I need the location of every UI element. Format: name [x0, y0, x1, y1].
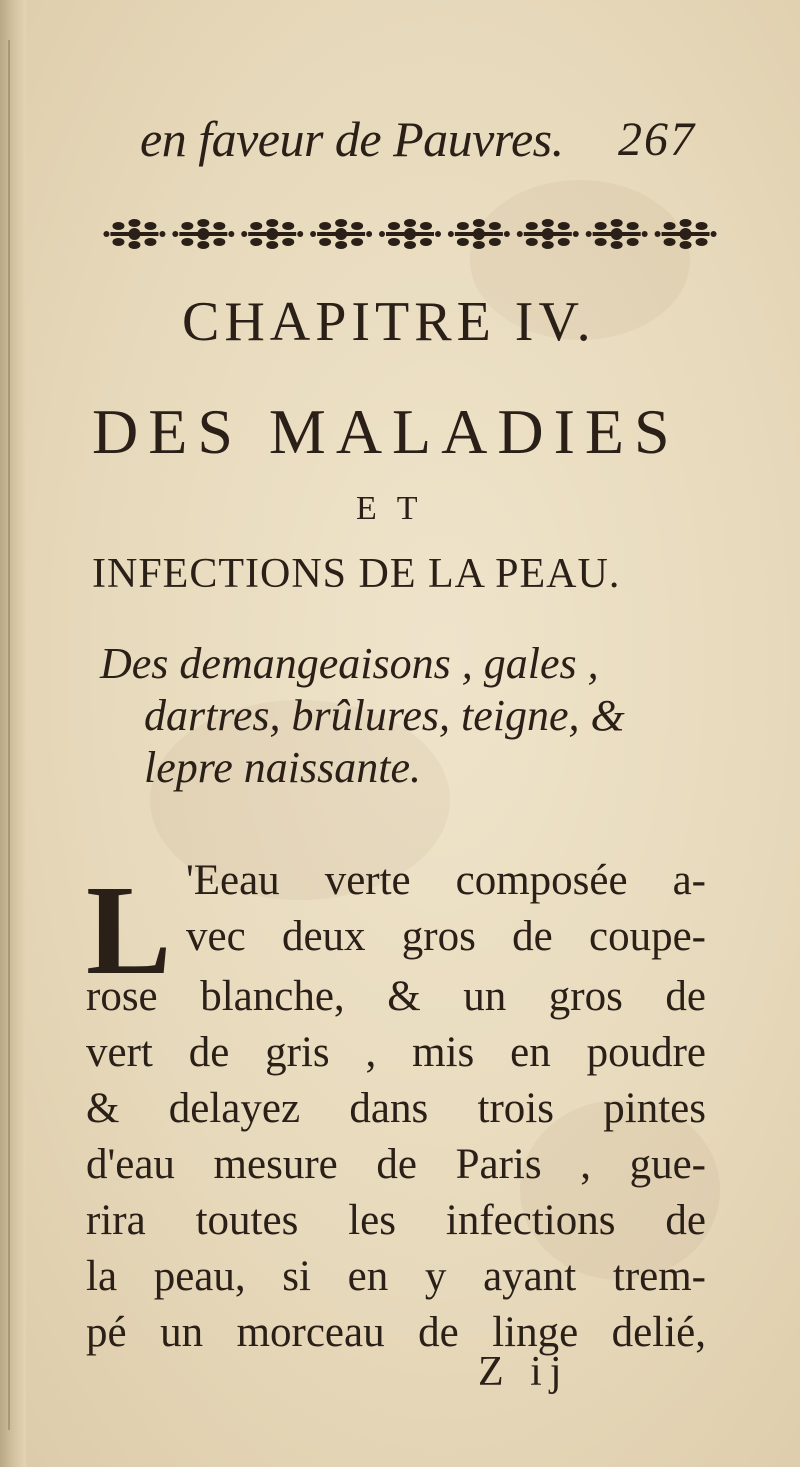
body-line: pé un morceau de linge delié, [86, 1309, 706, 1356]
floral-ornament-icon [172, 219, 234, 249]
floral-ornament-icon [241, 219, 303, 249]
body-line: rira toutes les infections de [86, 1197, 706, 1244]
running-title: en faveur de Pauvres. [140, 111, 564, 167]
topic-line: Des demangeaisons , gales , [100, 639, 599, 688]
ornament-band-icon [100, 208, 720, 260]
floral-ornament-icon [517, 219, 579, 249]
section-conjunction: ET [356, 490, 438, 527]
section-title: DES MALADIES [92, 396, 680, 467]
floral-ornament-icon [448, 219, 510, 249]
running-head [140, 100, 740, 180]
body-line: vec deux gros de coupe- [186, 913, 706, 960]
binding-gutter [0, 0, 26, 1467]
floral-ornament-icon [103, 219, 165, 249]
body-line: vert de gris , mis en poudre [86, 1029, 706, 1076]
body-line: d'eau mesure de Paris , gue- [86, 1141, 706, 1188]
topic-line: dartres, brûlures, teigne, & [144, 691, 625, 740]
body-line: & delayez dans trois pintes [86, 1085, 706, 1132]
gutter-edge [8, 40, 10, 1430]
floral-ornament-icon [310, 219, 372, 249]
body-line: 'Eeau verte composée a- [186, 857, 706, 904]
body-line: rose blanche, & un gros de [86, 973, 706, 1020]
page-number: 267 [618, 113, 696, 166]
signature-mark: Z ij [478, 1349, 570, 1395]
drop-cap: L [86, 859, 172, 1001]
floral-ornament-icon [586, 219, 648, 249]
chapter-title: CHAPITRE IV. [182, 291, 596, 353]
body-line: la peau, si en y ayant trem- [86, 1253, 706, 1300]
floral-ornament-icon [655, 219, 717, 249]
floral-ornament-icon [379, 219, 441, 249]
topic-line: lepre naissante. [144, 743, 421, 792]
section-subtitle: INFECTIONS DE LA PEAU. [92, 551, 621, 597]
